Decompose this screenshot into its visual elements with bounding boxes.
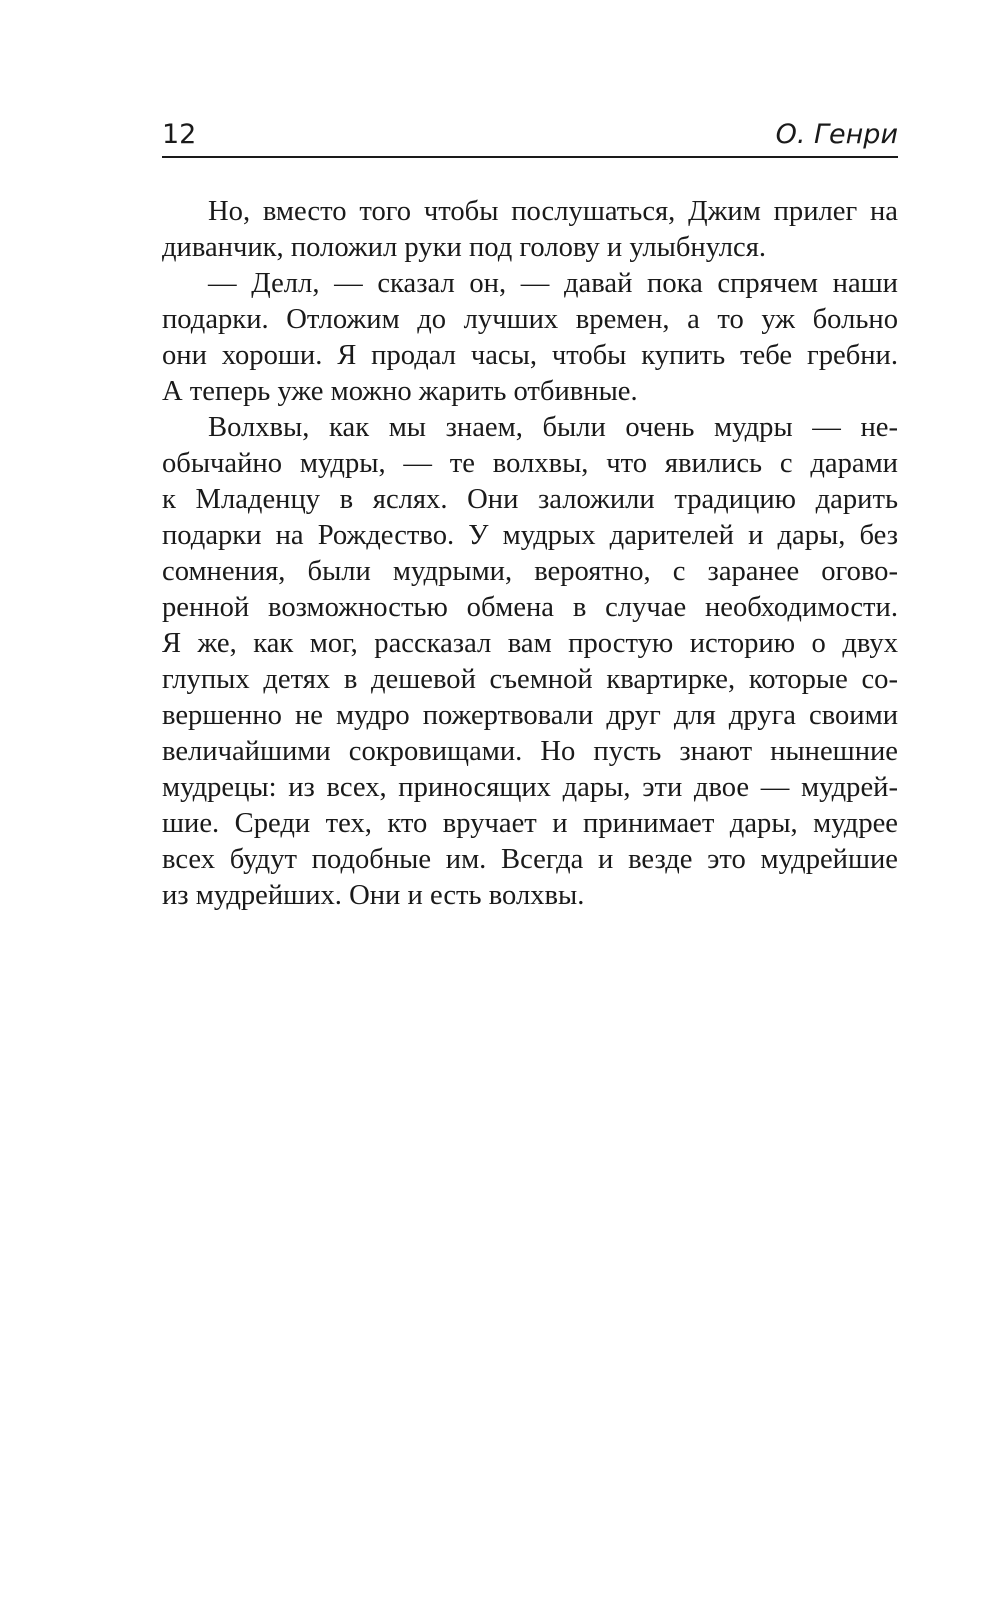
text-line: Но, вместо того чтобы послушаться, Джим прилег на [208, 196, 898, 227]
author-name: О. Генри [775, 119, 898, 150]
text-line: подарки. Отложим до лучших времен, а то уж больно [162, 304, 898, 335]
text-line: вершенно не мудро пожертвовали друг для друга своими [162, 700, 898, 731]
text-line: Волхвы, как мы знаем, были очень мудры — не- [208, 412, 898, 443]
paragraph [162, 410, 898, 914]
text-line: обычайно мудры, — те волхвы, что явились с дарами [162, 448, 898, 479]
text-line: сомнения, были мудрыми, вероятно, с заранее огово- [162, 556, 898, 587]
text-line: Я же, как мог, рассказал вам простую историю о двух [162, 628, 898, 659]
text-line: подарки на Рождество. У мудрых дарителей и дары, без [162, 520, 898, 551]
body-text [162, 194, 898, 914]
page-number: 12 [162, 119, 197, 150]
paragraph [162, 266, 898, 410]
text-line: к Младенцу в яслях. Они заложили традицию дарить [162, 484, 898, 515]
text-line: А теперь уже можно жарить отбивные. [162, 376, 638, 407]
book-page [162, 112, 898, 914]
paragraph [162, 194, 898, 266]
running-head [162, 112, 898, 158]
text-line: диванчик, положил руки под голову и улыбнулся. [162, 232, 767, 263]
text-line: шие. Среди тех, кто вручает и принимает дары, мудрее [162, 808, 898, 839]
text-line: всех будут подобные им. Всегда и везде это мудрейшие [162, 844, 898, 875]
text-line: глупых детях в дешевой съемной квартирке, которые со- [162, 664, 898, 695]
text-line: величайшими сокровищами. Но пусть знают нынешние [162, 736, 898, 767]
text-line: мудрецы: из всех, приносящих дары, эти двое — мудрей- [162, 772, 898, 803]
text-line: — Делл, — сказал он, — давай пока спрячем наши [208, 268, 898, 299]
text-line: ренной возможностью обмена в случае необходимости. [162, 592, 898, 623]
text-line: они хороши. Я продал часы, чтобы купить тебе гребни. [162, 340, 898, 371]
text-line: из мудрейших. Они и есть волхвы. [162, 880, 585, 911]
